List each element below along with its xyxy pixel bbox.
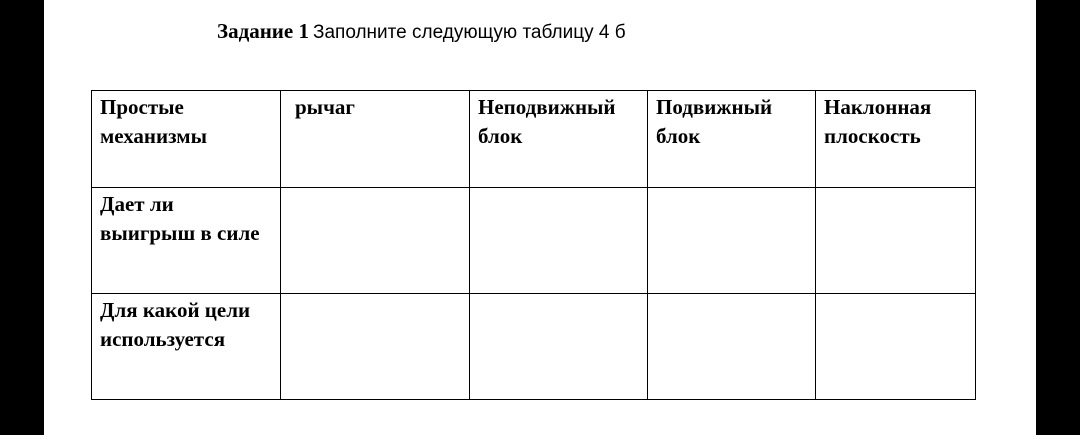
answer-cell-lever-force[interactable] (281, 188, 470, 294)
table-row (92, 188, 976, 294)
header-inclined-plane: Наклонная плоскость (816, 91, 976, 188)
answer-cell-fixed-pulley-purpose[interactable] (470, 294, 648, 400)
answer-cell-fixed-pulley-force[interactable] (470, 188, 648, 294)
answer-cell-inclined-plane-purpose[interactable] (816, 294, 976, 400)
task-heading (217, 19, 626, 44)
task-instruction: Заполните следующую таблицу 4 б (312, 22, 626, 43)
document-page (44, 0, 1036, 435)
header-movable-pulley: Подвижный блок (648, 91, 816, 188)
mechanisms-table (91, 90, 976, 400)
answer-cell-movable-pulley-purpose[interactable] (648, 294, 816, 400)
task-title: Задание 1 (217, 19, 309, 43)
answer-cell-movable-pulley-force[interactable] (648, 188, 816, 294)
table-header-row (92, 91, 976, 188)
answer-cell-lever-purpose[interactable] (281, 294, 470, 400)
table-row (92, 294, 976, 400)
header-lever: рычаг (281, 91, 470, 188)
answer-cell-inclined-plane-force[interactable] (816, 188, 976, 294)
header-simple-mechanisms: Простые механизмы (92, 91, 281, 188)
row-label-force-gain: Дает ли выигрыш в силе (92, 188, 281, 294)
header-fixed-pulley: Неподвижный блок (470, 91, 648, 188)
row-label-purpose: Для какой цели используется (92, 294, 281, 400)
